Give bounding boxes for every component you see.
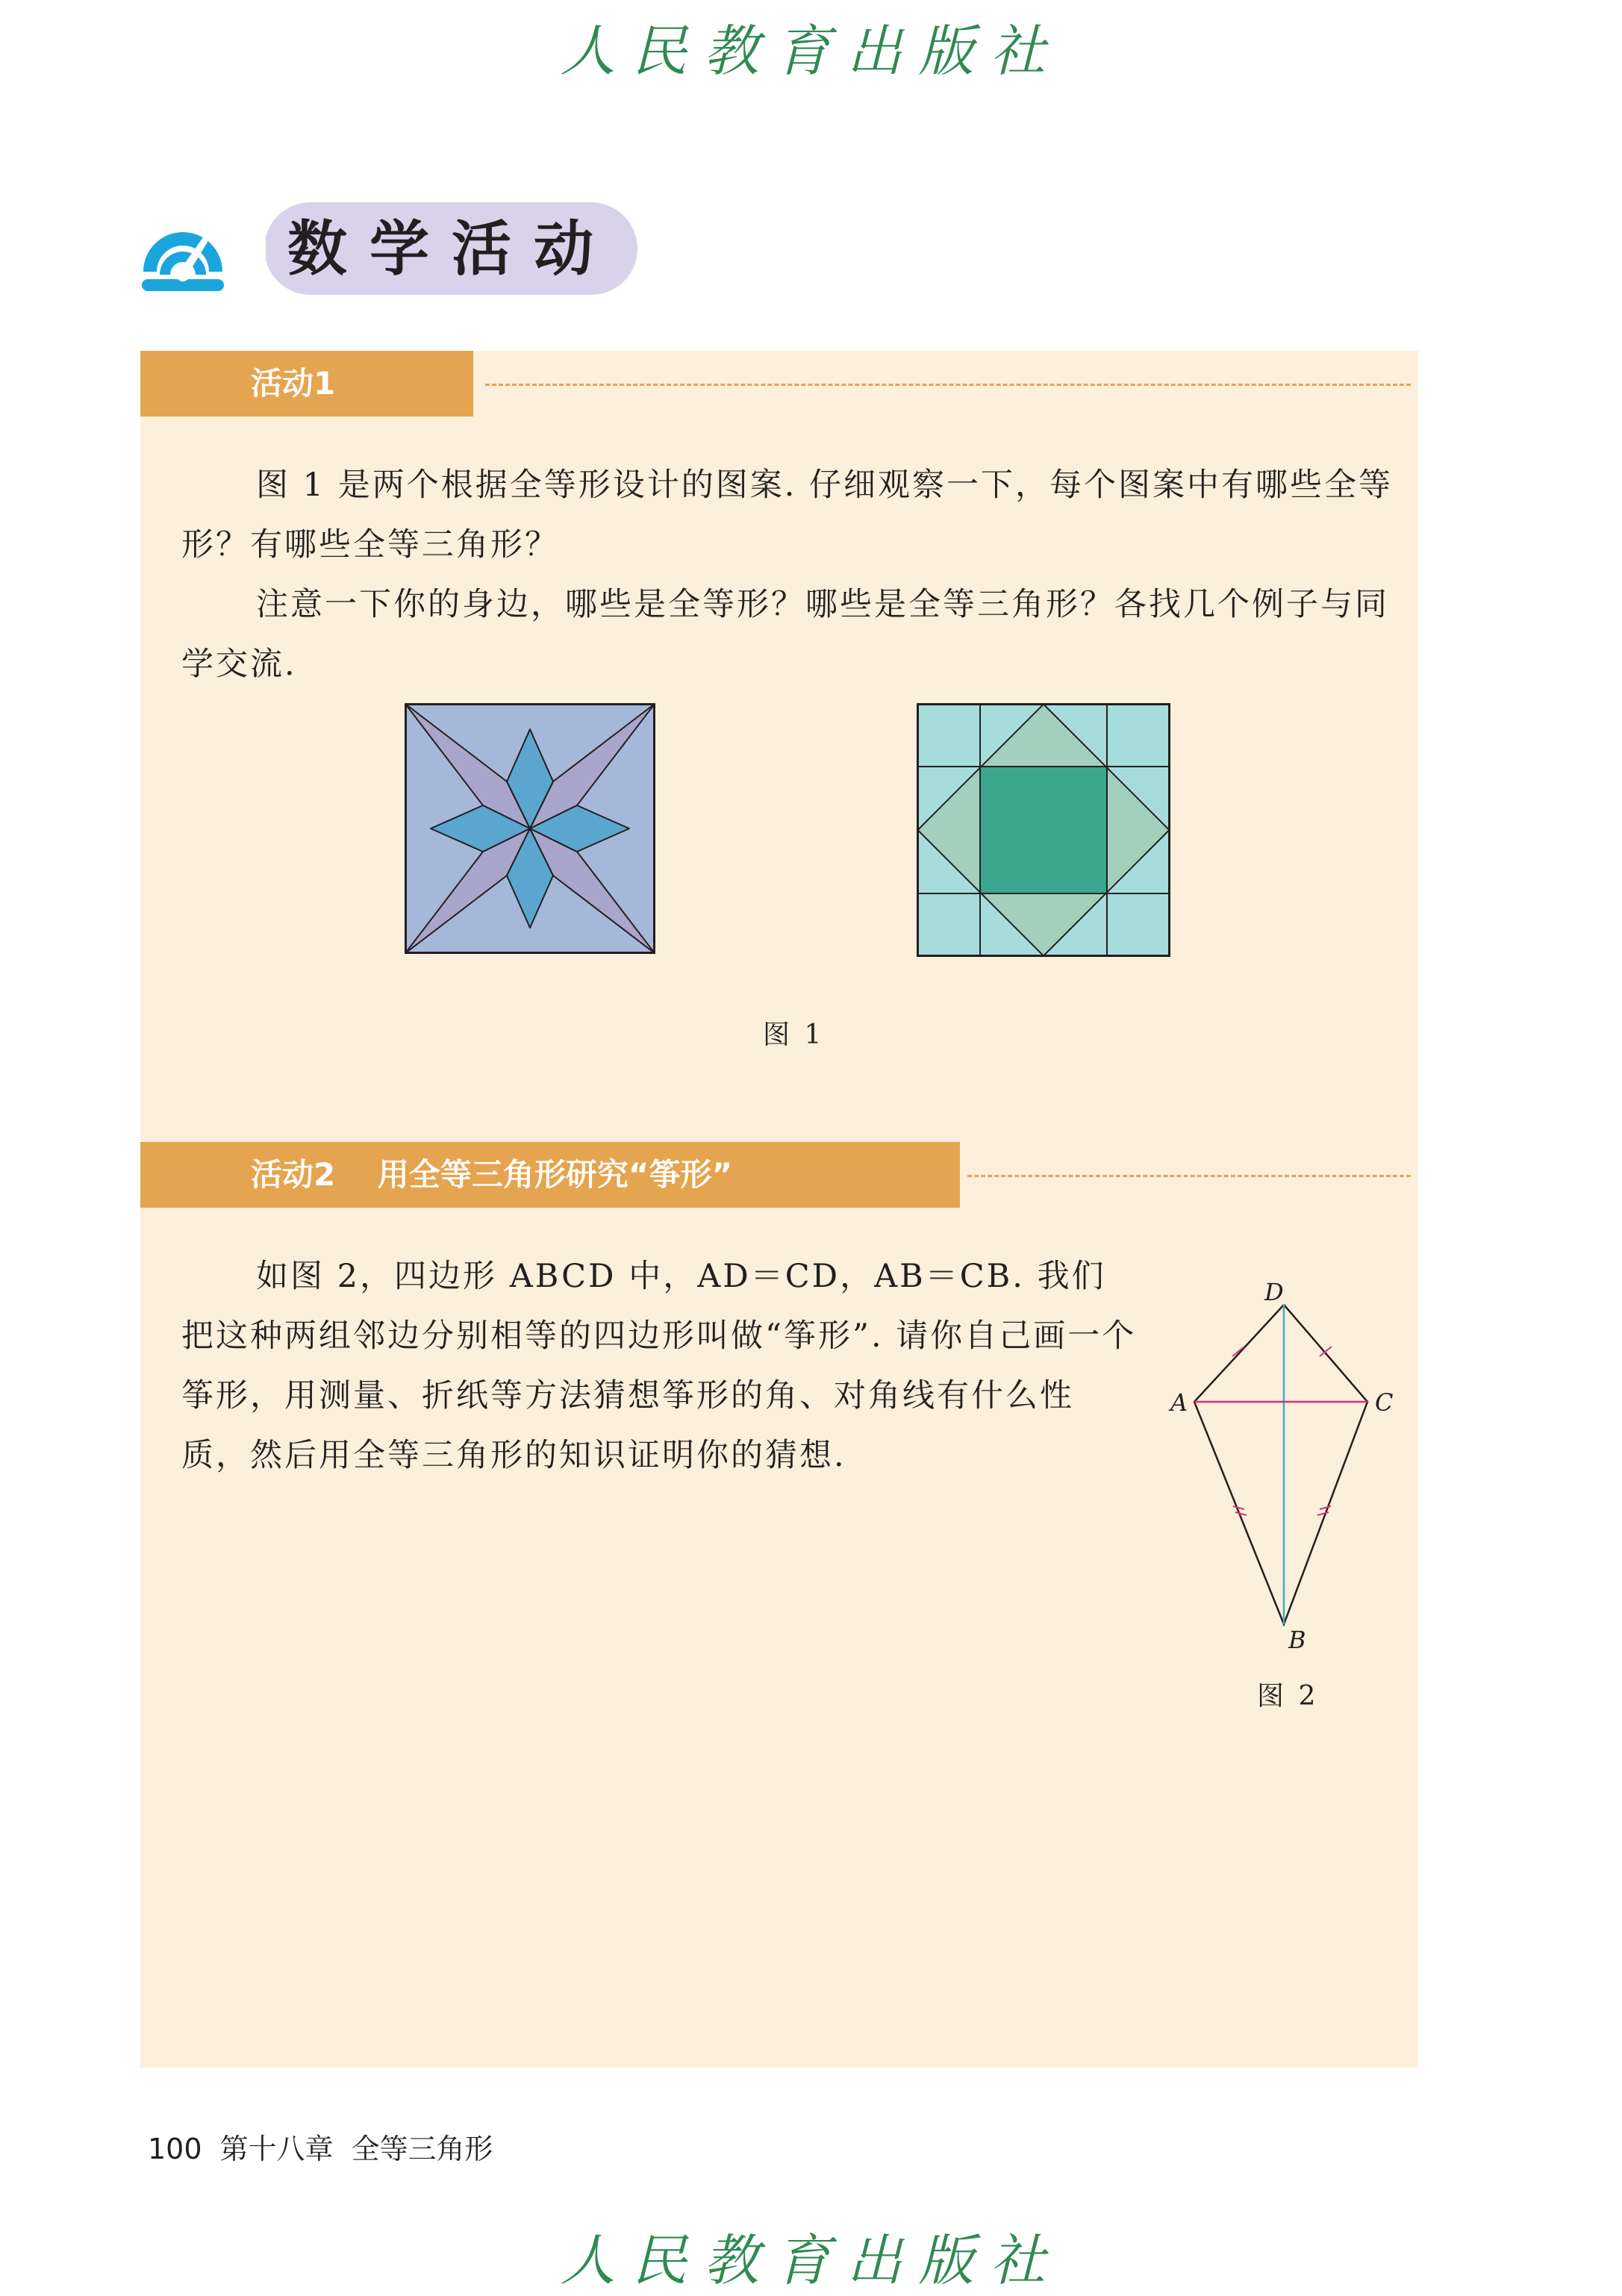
section-title: 数学活动	[287, 213, 616, 284]
activity1-divider	[485, 384, 1411, 386]
activity1-text	[181, 455, 1406, 694]
page-footer	[148, 2126, 511, 2167]
kite-figure	[1164, 1269, 1411, 1657]
activity2-text	[181, 1247, 1137, 1485]
vertex-label-d: D	[1264, 1278, 1284, 1306]
vertex-label-c: C	[1375, 1388, 1394, 1417]
publisher-watermark-bottom: 人民教育出版社	[560, 2229, 1062, 2293]
activity2-label: 活动2 用全等三角形研究“筝形”	[251, 1156, 733, 1193]
vertex-label-b: B	[1288, 1626, 1306, 1654]
math-activity-icon	[137, 210, 228, 294]
activity2-divider	[967, 1175, 1411, 1177]
chapter-number: 第十八章	[219, 2133, 334, 2165]
star-pattern-figure	[405, 703, 655, 954]
activity1-paragraph-2: 注意一下你的身边，哪些是全等形？哪些是全等三角形？各找几个例子与同学交流.	[181, 586, 1389, 683]
activity1-label: 活动1	[251, 365, 336, 402]
grid-pattern-figure	[917, 703, 1170, 957]
activity2-paragraph: 如图 2，四边形 ABCD 中，AD＝CD，AB＝CB. 我们把这种两组邻边分别相等的四边形叫做“筝形”. 请你自己画一个筝形，用测量、折纸等方法猜想筝形的角、对角线有什么性质，然后用全等三角形的知识证明你的猜想.	[181, 1258, 1137, 1474]
vertex-label-a: A	[1170, 1388, 1188, 1417]
activity1-paragraph-1: 图 1 是两个根据全等形设计的图案. 仔细观察一下，每个图案中有哪些全等形？有哪些全等三角形？	[181, 467, 1394, 564]
figure1-caption: 图 1	[763, 1020, 825, 1050]
chapter-title: 全等三角形	[351, 2133, 493, 2165]
figure2-caption: 图 2	[1257, 1681, 1319, 1712]
publisher-watermark-top: 人民教育出版社	[560, 19, 1062, 84]
page-number: 100	[148, 2133, 202, 2165]
